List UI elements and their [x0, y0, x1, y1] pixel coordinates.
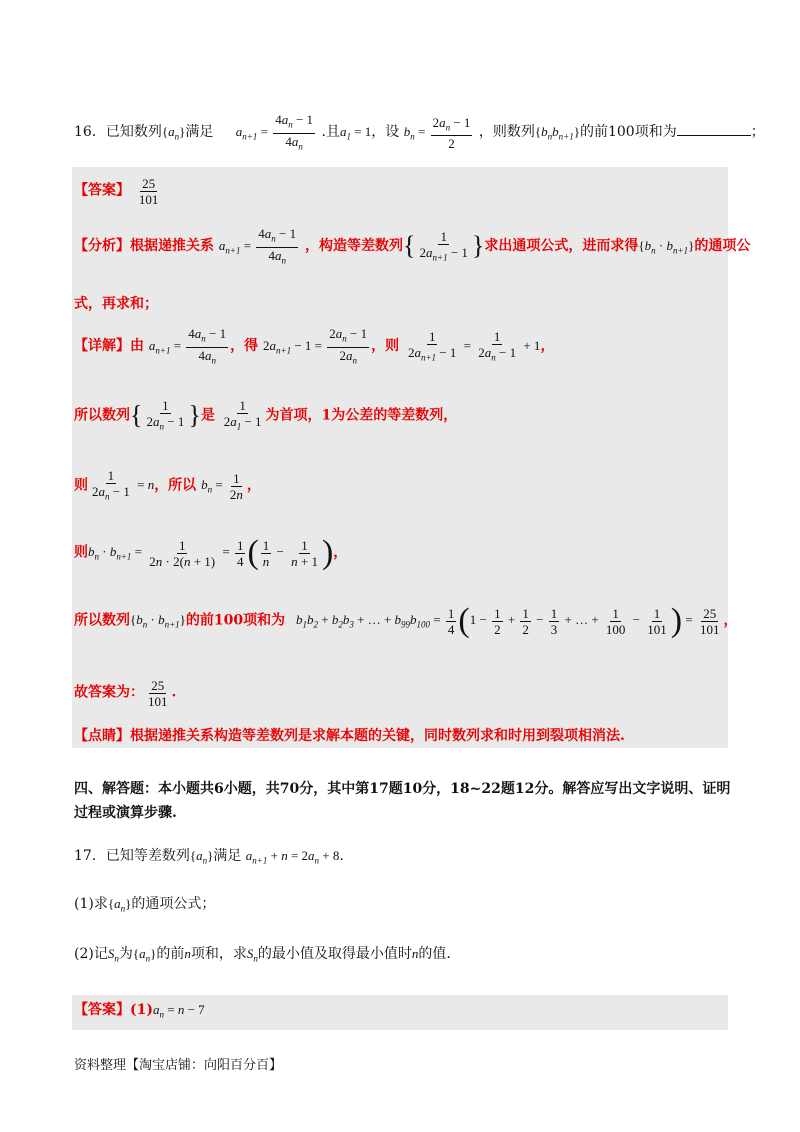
detail-line-1: 【详解】由 $a_{n+1}$ = $\frac{4a_n - 1}{4a_n}$ ，得 $2a_{n+1} - 1$ = $\frac{2a_n - 1}{2a_n}$ ，则 $\frac{1}{2a_{n+1} - 1}$ = $\frac{1}{2a_n - 1}$ + 1， [74, 326, 555, 366]
q16-sum-ask: 的前100项和为 [579, 124, 677, 141]
question-17-part-2: (2)记$S_n$为$\{a_n\}$的前n项和，求$S_n$的最小值及取得最小值时n的值. [74, 946, 451, 964]
footer-note: 资料整理【淘宝店铺：向阳百分百】 [74, 1058, 283, 1073]
answer-label: 【答案】 [74, 182, 130, 199]
question-17-part-1: (1)求$\{a_n\}$的通项公式； [74, 896, 216, 914]
detail-line-3: 则 $\frac{1}{2a_n - 1}$ = n，所以 $b_n$ = $\frac{1}{2n}$ ， [74, 468, 261, 502]
q16-number: 16．已知数列 [74, 124, 162, 141]
q16-set: ，设 [371, 124, 400, 141]
answer-17: 【答案】$(1)a_n = n - 7$ [74, 1002, 205, 1020]
detail-line-4: 则$b_n \cdot b_{n+1}$ = $\frac{1}{2n \cdot 2(n + 1)}$ = $\frac{1}{4}$ ( $\frac{1}{n}$ − $\frac{1}{n + 1}$ )， [74, 534, 348, 572]
analysis-line-1: 【分析】根据递推关系 $a_{n+1}$ = $\frac{4a_n - 1}{4a_n}$ ，构造等差数列{ $\frac{1}{2a_{n+1} - 1}$ }求出通项公式，进而求得$\{b_n \cdot b_{n+1}\}$的通项公 [74, 226, 751, 266]
q16-end: ； [750, 124, 765, 141]
comment-line: 【点睛】根据递推关系构造等差数列是求解本题的关键，同时数列求和时用到裂项相消法. [74, 728, 625, 744]
q16-satisfies: 满足 [185, 124, 214, 141]
question-16: 16．已知数列$\{a_n\}$满足 $a_{n+1}$ = $\frac{4a_n - 1}{4a_n}$ .且$a_1 = 1$，设 $b_n$ = $\frac{2a_n - 1}{2}$ ，则数列$\{b_nb_{n+1}\}$的前100项和为 ； [74, 112, 765, 152]
q16-and: .且 [321, 124, 340, 141]
analysis-line-2: 式，再求和； [74, 296, 158, 312]
answer-16: 【答案】 $\frac{25}{101}$ [74, 176, 159, 207]
detail-line-5: 所以数列$\{b_n \cdot b_{n+1}\}$的前100项和为 $b_1b_2 + b_2b_3$ + … + $b_{99}b_{100}$ = $\frac{1}{4}$ (1 − $\frac{1}{2}$ + $\frac{1}{2}$ − $\frac{1}{3}$ + … + $\frac{1}{100}$ − $\frac{1}{101}$ ) = $\frac{25}{101}$ ， [74, 602, 738, 640]
q16-then-seq: ，则数列 [478, 124, 535, 141]
final-answer: 故答案为： $\frac{25}{101}$ . [74, 678, 177, 709]
answer-blank[interactable] [677, 121, 751, 136]
detail-line-2: 所以数列{ $\frac{1}{2a_n - 1}$ }是 $\frac{1}{2a_1 - 1}$ 为首项，1为公差的等差数列， [74, 398, 458, 432]
question-17: 17．已知等差数列$\{a_n\}$满足 $a_{n+1} + n = 2a_n + 8$. [74, 848, 344, 866]
section-4-heading: 四、解答题：本小题共6小题，共70分，其中第17题10分，18~22题12分。解答应写出文字说明、证明 过程或演算步骤. [74, 781, 731, 821]
